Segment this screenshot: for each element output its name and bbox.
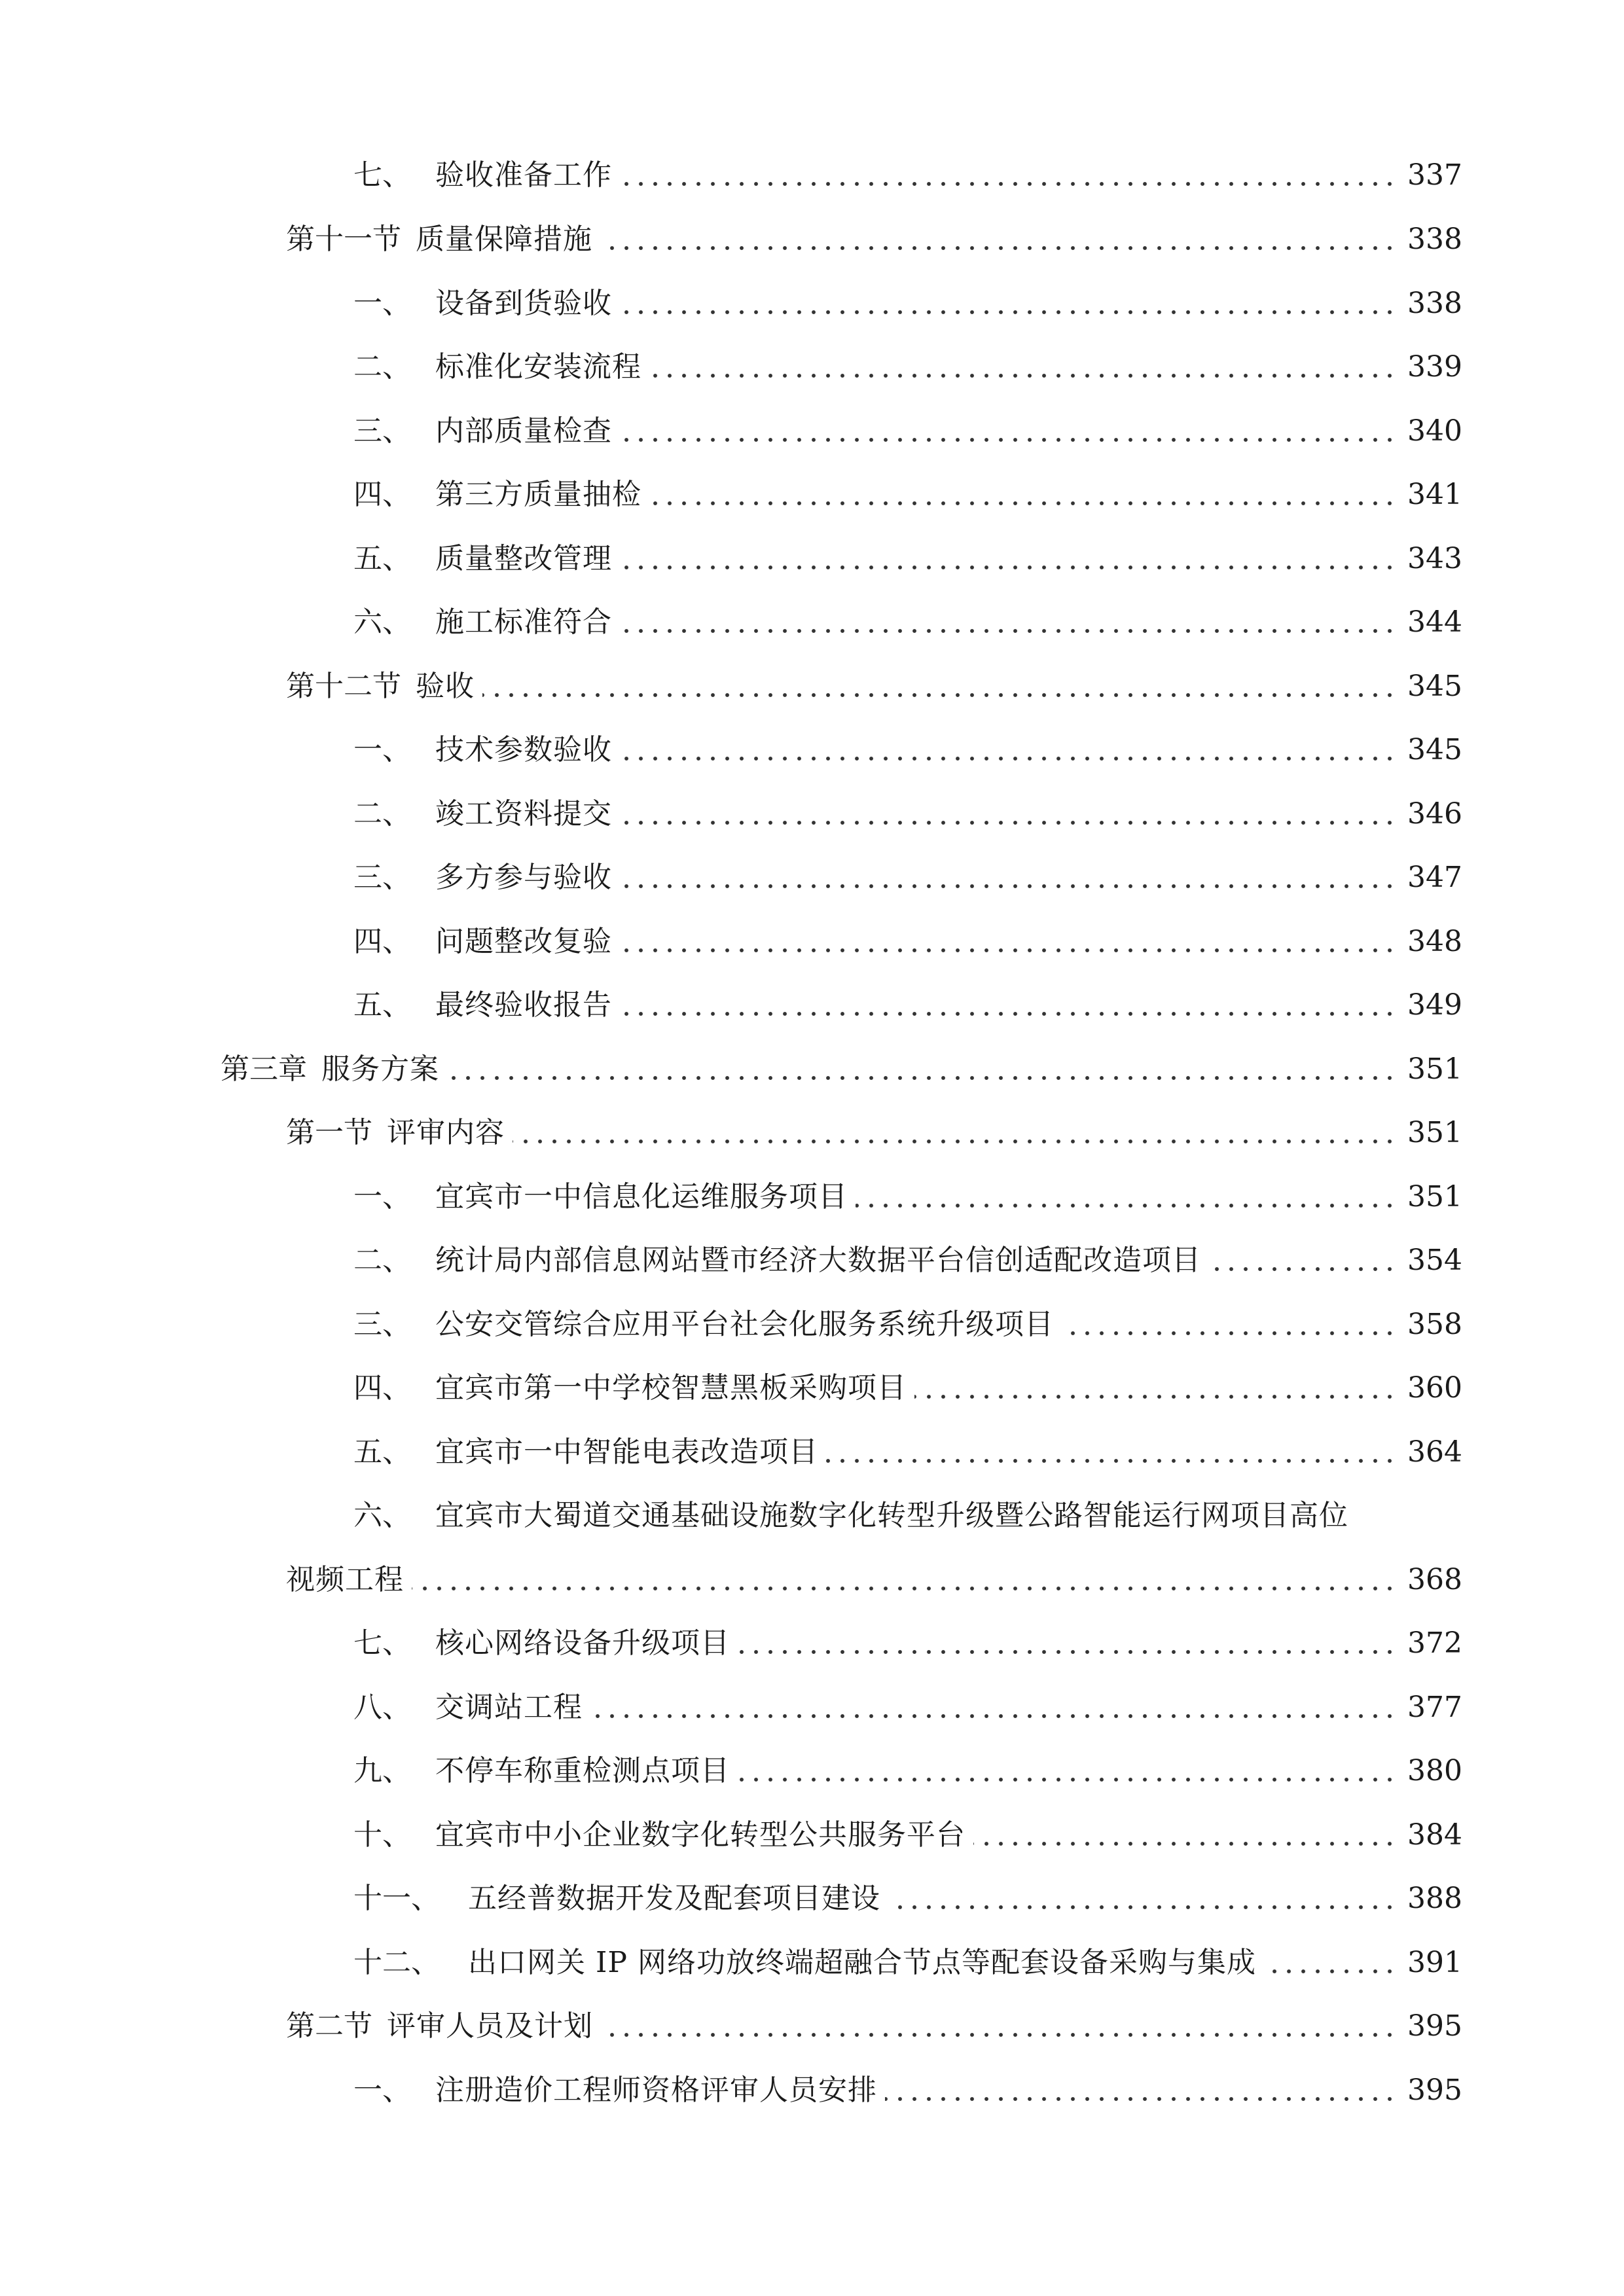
entry-number: 六、 xyxy=(353,605,411,639)
toc-entry[interactable] xyxy=(353,1809,1462,1861)
entry-number: 十一、 xyxy=(353,1882,440,1915)
dot-leader xyxy=(620,1012,1397,1016)
dot-leader xyxy=(826,1459,1397,1463)
toc-entry[interactable] xyxy=(286,660,1462,713)
toc-entry[interactable] xyxy=(353,979,1462,1031)
entry-number: 四、 xyxy=(353,1371,411,1405)
dot-leader xyxy=(412,1587,1397,1590)
entry-number: 三、 xyxy=(353,861,411,894)
dot-leader xyxy=(620,757,1397,761)
page-number: 351 xyxy=(1407,1116,1462,1149)
toc-entry[interactable] xyxy=(353,2064,1462,2117)
entry-title: 评审人员及计划 xyxy=(387,2009,593,2043)
dot-leader xyxy=(885,2097,1397,2101)
toc-entry[interactable] xyxy=(353,1362,1462,1414)
toc-entry[interactable] xyxy=(286,213,1462,266)
entry-number: 五、 xyxy=(353,1435,411,1469)
entry-title: 第三方质量抽检 xyxy=(435,478,641,511)
entry-number: 第十一节 xyxy=(286,223,401,256)
entry-title: 多方参与验收 xyxy=(435,861,612,894)
page-number: 377 xyxy=(1407,1691,1462,1724)
entry-title: 交调站工程 xyxy=(435,1691,583,1724)
entry-number: 一、 xyxy=(353,287,411,320)
dot-leader xyxy=(447,1076,1397,1080)
entry-number: 第三章 xyxy=(221,1052,307,1086)
entry-title: 验收 xyxy=(416,670,475,703)
entry-number: 九、 xyxy=(353,1754,411,1787)
page-number: 338 xyxy=(1407,287,1462,320)
dot-leader xyxy=(620,629,1397,633)
toc-entry[interactable] xyxy=(353,469,1462,521)
toc-entry-wrapped[interactable] xyxy=(353,1490,1462,1542)
entry-title: 统计局内部信息网站暨市经济大数据平台信创适配改造项目 xyxy=(435,1244,1201,1277)
dot-leader xyxy=(738,1650,1397,1654)
entry-title: 技术参数验收 xyxy=(435,733,612,766)
toc-entry[interactable] xyxy=(353,1873,1462,1925)
entry-number: 十二、 xyxy=(353,1946,440,1979)
entry-title: 质量整改管理 xyxy=(435,542,612,575)
dot-leader xyxy=(620,821,1397,825)
toc-entry[interactable] xyxy=(353,405,1462,457)
page-number: 337 xyxy=(1407,158,1462,192)
page-number: 395 xyxy=(1407,2009,1462,2043)
dot-leader xyxy=(600,246,1397,250)
entry-title: 注册造价工程师资格评审人员安排 xyxy=(435,2073,877,2107)
page-number: 345 xyxy=(1407,670,1462,703)
dot-leader xyxy=(601,2033,1397,2037)
entry-title-continued: 视频工程 xyxy=(286,1563,404,1596)
dot-leader xyxy=(620,884,1397,888)
toc-entry-continuation[interactable] xyxy=(286,1554,1462,1606)
toc-entry[interactable] xyxy=(353,1299,1462,1351)
entry-title: 宜宾市大蜀道交通基础设施数字化转型升级暨公路智能运行网项目高位 xyxy=(435,1499,1348,1532)
toc-entry[interactable] xyxy=(353,1234,1462,1287)
entry-number: 二、 xyxy=(353,1244,411,1277)
page-number: 341 xyxy=(1407,478,1462,511)
entry-title: 宜宾市中小企业数字化转型公共服务平台 xyxy=(435,1818,965,1852)
toc-entry[interactable] xyxy=(353,916,1462,968)
entry-title: 评审内容 xyxy=(387,1116,505,1149)
dot-leader xyxy=(513,1139,1397,1143)
entry-number: 第十二节 xyxy=(286,670,401,703)
entry-number: 六、 xyxy=(353,1499,411,1532)
entry-title: 宜宾市第一中学校智慧黑板采购项目 xyxy=(435,1371,907,1405)
entry-title: 设备到货验收 xyxy=(435,287,612,320)
toc-entry[interactable] xyxy=(286,1107,1462,1159)
entry-number: 五、 xyxy=(353,988,411,1022)
entry-number: 四、 xyxy=(353,925,411,958)
toc-entry[interactable] xyxy=(353,1937,1462,1989)
page-number: 351 xyxy=(1407,1052,1462,1086)
entry-number: 三、 xyxy=(353,1308,411,1341)
page-number: 340 xyxy=(1407,414,1462,448)
entry-title: 核心网络设备升级项目 xyxy=(435,1626,730,1660)
dot-leader xyxy=(482,693,1397,697)
dot-leader xyxy=(1209,1267,1397,1271)
entry-title: 五经普数据开发及配套项目建设 xyxy=(468,1882,880,1915)
page-number: 351 xyxy=(1407,1180,1462,1213)
toc-entry[interactable] xyxy=(353,1681,1462,1734)
dot-leader xyxy=(590,1714,1397,1718)
entry-title: 出口网关 IP 网络功放终端超融合节点等配套设备采购与集成 xyxy=(468,1946,1256,1979)
toc-entry[interactable] xyxy=(353,1617,1462,1670)
dot-leader xyxy=(856,1204,1397,1208)
page-number: 354 xyxy=(1407,1244,1462,1277)
entry-title: 内部质量检查 xyxy=(435,414,612,448)
page-number: 358 xyxy=(1407,1308,1462,1341)
dot-leader xyxy=(620,310,1397,314)
entry-title: 问题整改复验 xyxy=(435,925,612,958)
page-number: 338 xyxy=(1407,223,1462,256)
dot-leader xyxy=(620,182,1397,186)
page-number: 395 xyxy=(1407,2073,1462,2107)
page-number: 368 xyxy=(1407,1563,1462,1596)
entry-number: 五、 xyxy=(353,542,411,575)
entry-number: 二、 xyxy=(353,797,411,831)
dot-leader xyxy=(1264,1969,1397,1973)
page-number: 391 xyxy=(1407,1946,1462,1979)
dot-leader xyxy=(649,374,1397,378)
entry-number: 七、 xyxy=(353,158,411,192)
toc-entry[interactable] xyxy=(353,596,1462,649)
entry-title: 质量保障措施 xyxy=(416,223,592,256)
entry-number: 七、 xyxy=(353,1626,411,1660)
entry-number: 三、 xyxy=(353,414,411,448)
page-number: 388 xyxy=(1407,1882,1462,1915)
entry-number: 一、 xyxy=(353,2073,411,2107)
dot-leader xyxy=(620,565,1397,569)
entry-title: 验收准备工作 xyxy=(435,158,612,192)
page-number: 344 xyxy=(1407,605,1462,639)
entry-title: 宜宾市一中信息化运维服务项目 xyxy=(435,1180,848,1213)
page-number: 343 xyxy=(1407,542,1462,575)
toc-entry[interactable] xyxy=(353,852,1462,904)
page-number: 339 xyxy=(1407,350,1462,384)
entry-number: 一、 xyxy=(353,1180,411,1213)
toc-entry[interactable] xyxy=(286,2000,1462,2053)
entry-number: 八、 xyxy=(353,1691,411,1724)
toc-entry[interactable] xyxy=(353,724,1462,776)
entry-number: 第二节 xyxy=(286,2009,372,2043)
page-number: 349 xyxy=(1407,988,1462,1022)
dot-leader xyxy=(738,1778,1397,1782)
toc-entry[interactable] xyxy=(353,1745,1462,1797)
dot-leader xyxy=(620,438,1397,442)
page-number: 360 xyxy=(1407,1371,1462,1405)
entry-title: 服务方案 xyxy=(321,1052,439,1086)
page-number: 372 xyxy=(1407,1626,1462,1660)
entry-title: 竣工资料提交 xyxy=(435,797,612,831)
entry-title: 施工标准符合 xyxy=(435,605,612,639)
entry-title: 最终验收报告 xyxy=(435,988,612,1022)
entry-title: 标准化安装流程 xyxy=(435,350,641,384)
page-number: 348 xyxy=(1407,925,1462,958)
dot-leader xyxy=(973,1842,1397,1846)
entry-number: 二、 xyxy=(353,350,411,384)
page-number: 346 xyxy=(1407,797,1462,831)
toc-entry[interactable] xyxy=(353,533,1462,585)
toc-entry[interactable] xyxy=(353,149,1462,202)
toc-entry-chapter[interactable] xyxy=(221,1043,1462,1096)
entry-number: 四、 xyxy=(353,478,411,511)
entry-title: 公安交管综合应用平台社会化服务系统升级项目 xyxy=(435,1308,1054,1341)
page-number: 347 xyxy=(1407,861,1462,894)
entry-number: 十、 xyxy=(353,1818,411,1852)
dot-leader xyxy=(914,1395,1397,1399)
page-number: 345 xyxy=(1407,733,1462,766)
toc-entry[interactable] xyxy=(353,341,1462,393)
page-number: 384 xyxy=(1407,1818,1462,1852)
toc-entry[interactable] xyxy=(353,788,1462,840)
dot-leader xyxy=(888,1905,1397,1909)
dot-leader xyxy=(649,501,1397,505)
entry-title: 不停车称重检测点项目 xyxy=(435,1754,730,1787)
page-number: 380 xyxy=(1407,1754,1462,1787)
dot-leader xyxy=(620,948,1397,952)
toc-entry[interactable] xyxy=(353,278,1462,330)
entry-title: 宜宾市一中智能电表改造项目 xyxy=(435,1435,818,1469)
toc-entry[interactable] xyxy=(353,1426,1462,1479)
entry-number: 一、 xyxy=(353,733,411,766)
toc-entry[interactable] xyxy=(353,1171,1462,1223)
page-number: 364 xyxy=(1407,1435,1462,1469)
entry-number: 第一节 xyxy=(286,1116,372,1149)
dot-leader xyxy=(1062,1331,1397,1335)
